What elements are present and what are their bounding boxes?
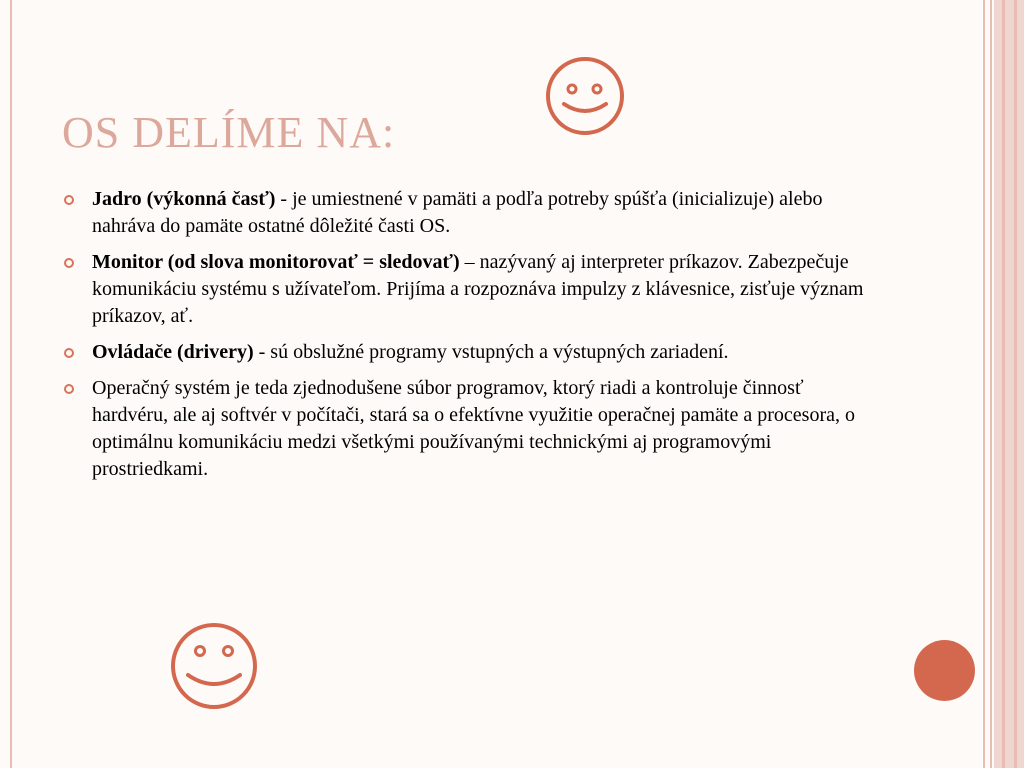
bullet-term: Monitor (od slova monitorovať = sledovať) bbox=[92, 251, 460, 273]
bullet-text: - je umiestnené v pamäti a podľa potreby spúšťa (inicializuje) alebo nahráva do pamäte ostatné dôležité časti OS. bbox=[92, 188, 823, 237]
bullet-item-operacny-system bbox=[64, 375, 884, 483]
smiley-icon bbox=[169, 621, 259, 711]
bullet-text: - sú obslužné programy vstupných a výstupných zariadení. bbox=[253, 341, 729, 363]
accent-circle-icon bbox=[914, 640, 975, 701]
bullet-marker-icon bbox=[64, 195, 74, 205]
bullet-term: Ovládače (drivery) bbox=[92, 341, 254, 363]
right-border-line-1 bbox=[983, 0, 985, 768]
right-border-band bbox=[994, 0, 1024, 768]
bullet-term: Jadro (výkonná časť) bbox=[92, 188, 276, 210]
smiley-icon bbox=[544, 55, 626, 137]
bullet-item-monitor bbox=[64, 249, 884, 330]
bullet-item-ovladace bbox=[64, 339, 884, 366]
bullet-marker-icon bbox=[64, 258, 74, 268]
right-border-line-4 bbox=[1014, 0, 1017, 768]
bullet-marker-icon bbox=[64, 348, 74, 358]
bullet-marker-icon bbox=[64, 384, 74, 394]
left-border-line bbox=[10, 0, 12, 768]
slide-title: OS DELÍME NA: bbox=[62, 108, 396, 157]
right-border-line-3 bbox=[1002, 0, 1005, 768]
bullet-text: Operačný systém je teda zjednodušene súbor programov, ktorý riadi a kontroluje činnosť hardvéru, ale aj softvér v počítači, stará sa o efektívne využitie operačnej pamäte a procesora, o optimálnu komunikáciu medzi všetkými používanými technickými aj programovými prostriedkami. bbox=[92, 377, 855, 480]
right-border-line-2 bbox=[990, 0, 992, 768]
bullet-list bbox=[64, 186, 884, 492]
bullet-text: – nazývaný aj interpreter príkazov. Zabezpečuje komunikáciu systému s užívateľom. Prijíma a rozpoznáva impulzy z klávesnice, zisťuje význam príkazov, ať. bbox=[92, 251, 864, 327]
bullet-item-jadro bbox=[64, 186, 884, 240]
